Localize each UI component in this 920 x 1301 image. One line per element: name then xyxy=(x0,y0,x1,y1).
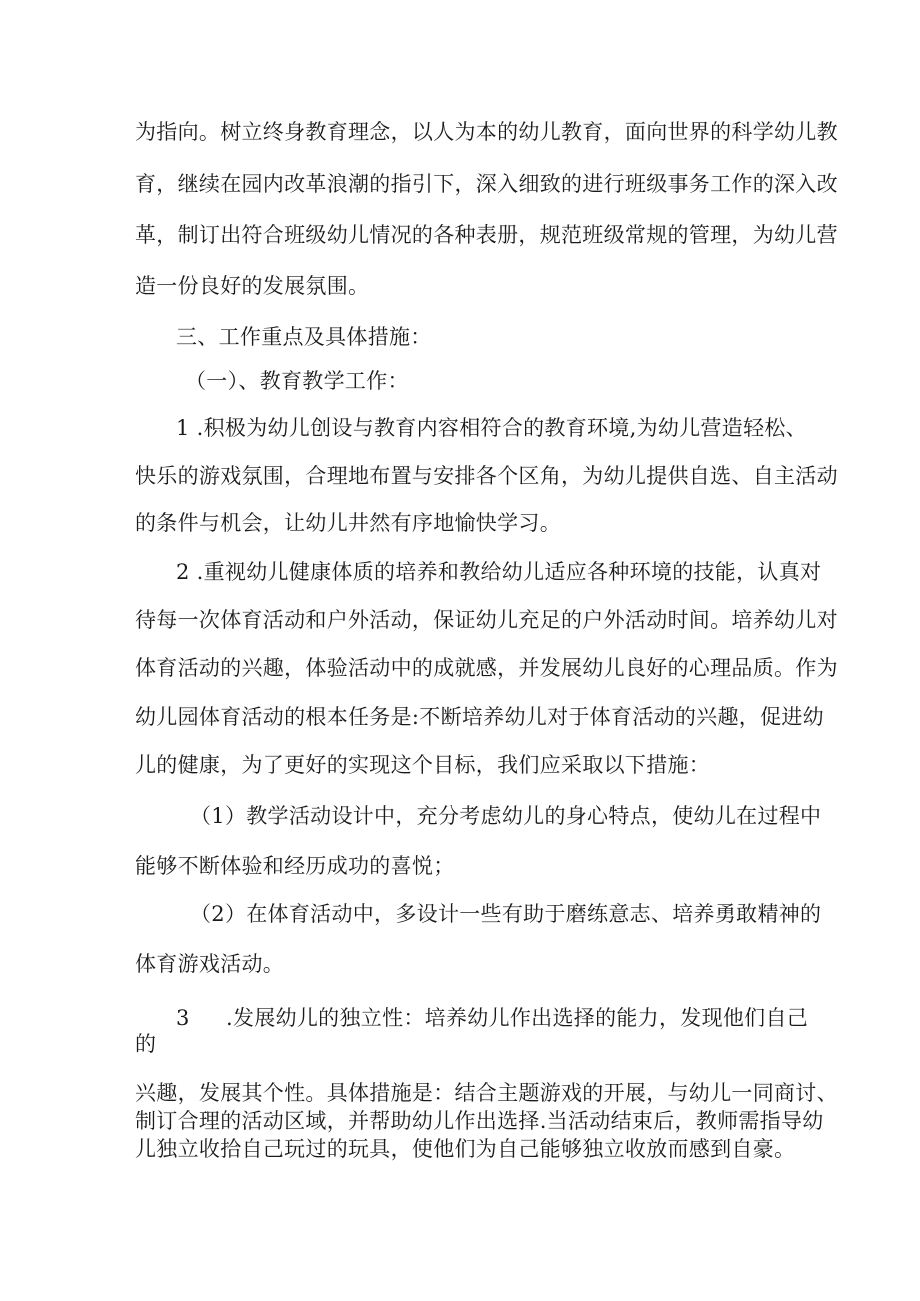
item-3-wrap: 的 xyxy=(135,1032,157,1056)
sub-item-1-line-1: （1）教学活动设计中，充分考虑幼儿的身心特点，使幼儿在过程中 xyxy=(190,804,822,828)
sub-item-2-line-1: （2）在体育活动中，多设计一些有助于磨练意志、培养勇敢精神的 xyxy=(190,902,822,926)
item-2-line-4: 幼儿园体育活动的根本任务是:不断培养幼儿对于体育活动的兴趣，促进幼 xyxy=(135,705,824,729)
section-heading: 三、工作重点及具体措施： xyxy=(176,325,432,349)
item-1-line-3: 的条件与机会，让幼儿井然有序地愉快学习。 xyxy=(135,511,561,535)
item-2-line-3: 体育活动的兴趣，体验活动中的成就感，并发展幼儿良好的心理品质。作为 xyxy=(135,656,838,680)
item-2-line-5: 儿的健康，为了更好的实现这个目标，我们应采取以下措施： xyxy=(135,753,711,777)
item-2-line-1: 2 .重视幼儿健康体质的培养和教给幼儿适应各种环境的技能，认真对 xyxy=(176,560,822,584)
subsection-heading: （一）、教育教学工作： xyxy=(185,369,409,393)
item-1-line-2: 快乐的游戏氛围，合理地布置与安排各个区角，为幼儿提供自选、自主活动 xyxy=(135,464,838,488)
item-3-number: 3 xyxy=(176,1006,190,1030)
item-2-line-2: 待每一次体育活动和户外活动，保证幼儿充足的户外活动时间。培养幼儿对 xyxy=(135,608,838,632)
item-3-line-3: 制订合理的活动区域，并帮助幼儿作出选择.当活动结束后，教师需指导幼 xyxy=(135,1109,824,1133)
sub-item-2-line-2: 体育游戏活动。 xyxy=(135,952,285,976)
intro-line-4: 造一份良好的发展氛围。 xyxy=(135,274,370,298)
intro-line-2: 育，继续在园内改革浪潮的指引下，深入细致的进行班级事务工作的深入改 xyxy=(135,172,838,196)
sub-item-1-line-2: 能够不断体验和经历成功的喜悦； xyxy=(135,854,455,878)
intro-line-1: 为指向。树立终身教育理念，以人为本的幼儿教育，面向世界的科学幼儿教 xyxy=(135,120,838,144)
intro-line-3: 革，制订出符合班级幼儿情况的各种表册，规范班级常规的管理，为幼儿营 xyxy=(135,223,838,247)
item-3-line-4: 儿独立收拾自己玩过的玩具，使他们为自己能够独立收放而感到自豪。 xyxy=(135,1137,796,1161)
item-3-line-2: 兴趣，发展其个性。具体措施是：结合主题游戏的开展，与幼儿一同商讨、 xyxy=(135,1081,838,1105)
item-3-first-line: .发展幼儿的独立性：培养幼儿作出选择的能力，发现他们自己 xyxy=(226,1006,809,1030)
item-1-line-1: 1 .积极为幼儿创设与教育内容相符合的教育环境,为幼儿营造轻松、 xyxy=(176,416,807,440)
